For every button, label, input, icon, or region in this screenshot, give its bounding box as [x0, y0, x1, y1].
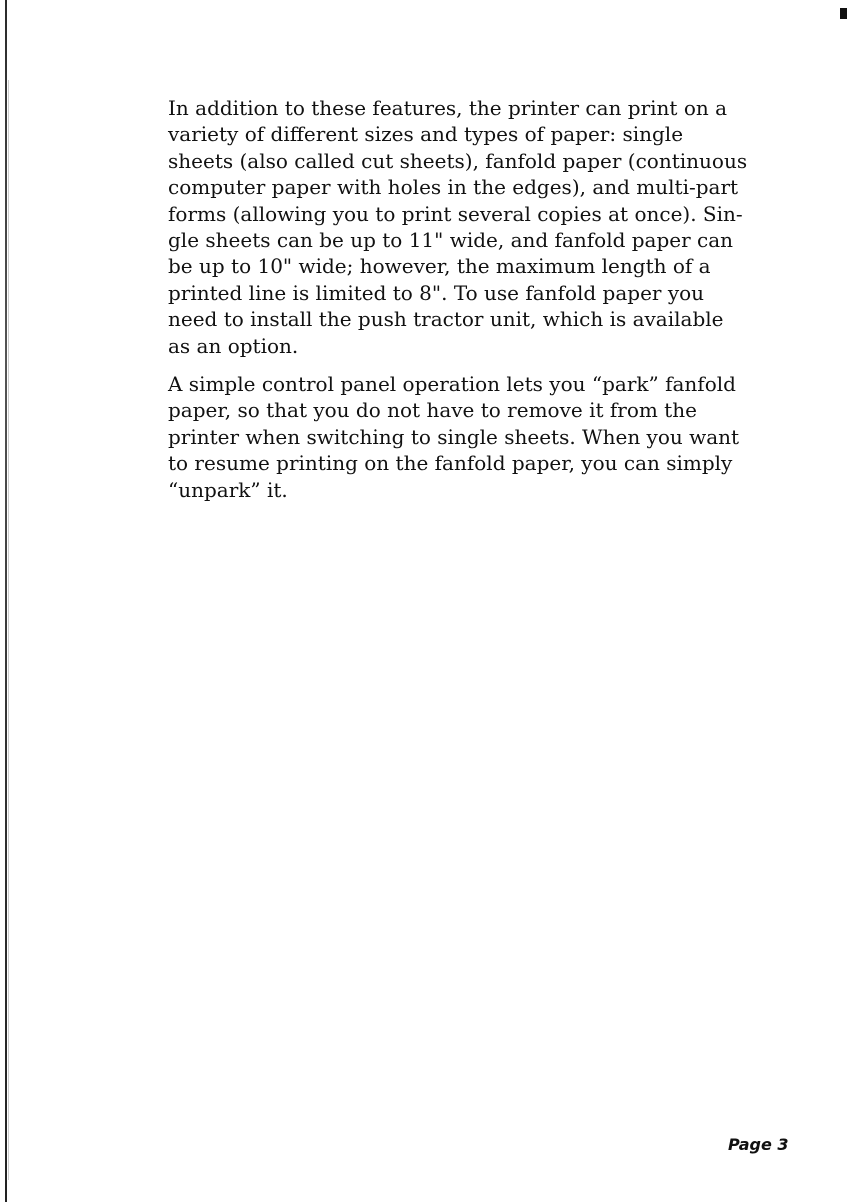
text-line: to resume printing on the fanfold paper, you can simply [168, 451, 733, 476]
text-line: be up to 10" wide; however, the maximum length of a [168, 254, 711, 279]
paragraph-park-fanfold [168, 371, 788, 503]
page-number: Page 3 [728, 1135, 789, 1154]
text-line: paper, so that you do not have to remove it from the [168, 398, 697, 423]
text-line: need to install the push tractor unit, which is available [168, 307, 724, 332]
text-line: sheets (also called cut sheets), fanfold paper (continuous [168, 148, 748, 173]
text-line: A simple control panel operation lets you “park” fanfold [168, 372, 736, 397]
scan-binding-edge [5, 0, 7, 1202]
corner-registration-mark [840, 8, 847, 19]
text-line: In addition to these features, the printer can print on a [168, 96, 728, 120]
text-line: printed line is limited to 8". To use fanfold paper you [168, 280, 705, 305]
text-line: computer paper with holes in the edges), and multi-part [168, 175, 739, 200]
text-line: as an option. [168, 333, 299, 358]
scan-binding-shadow [8, 80, 9, 1180]
paragraph-paper-types [168, 95, 788, 359]
text-line: variety of different sizes and types of paper: single [168, 122, 684, 147]
text-line: gle sheets can be up to 11" wide, and fanfold paper can [168, 228, 734, 253]
text-line: printer when switching to single sheets. When you want [168, 424, 740, 449]
text-line: “unpark” it. [168, 477, 288, 502]
text-line: forms (allowing you to print several copies at once). Sin- [168, 201, 743, 226]
body-text [168, 95, 788, 515]
